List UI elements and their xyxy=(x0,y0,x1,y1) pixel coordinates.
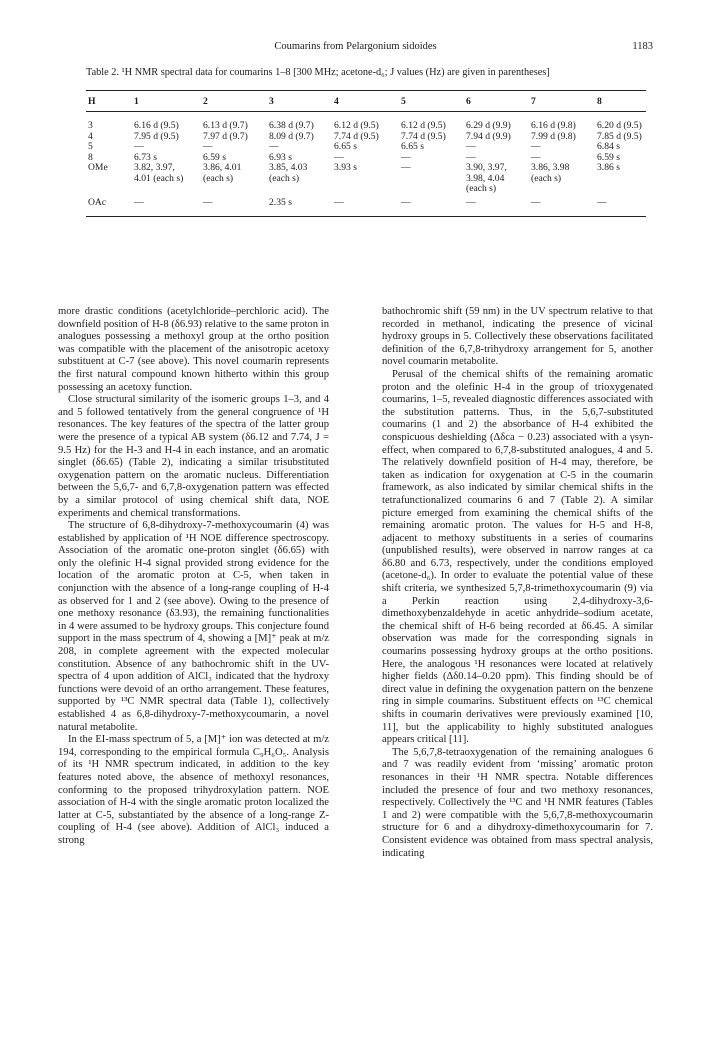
table-cell: 2.35 s xyxy=(269,196,292,208)
table-cell: — xyxy=(466,196,476,208)
table-cell: 3.90, 3.97, 3.98, 4.04 (each s) xyxy=(466,162,507,194)
table-row xyxy=(86,195,646,217)
page-number: 1183 xyxy=(632,41,653,52)
table-row xyxy=(86,132,646,143)
column-header: 1 xyxy=(134,95,139,107)
left-text-column xyxy=(58,306,329,848)
table-cell: — xyxy=(466,151,476,163)
running-title: Coumarins from Pelargonium sidoides xyxy=(274,41,437,52)
row-label: 8 xyxy=(88,151,93,163)
table-cell: 3.86 s xyxy=(597,162,620,173)
table-cell: — xyxy=(531,151,541,163)
page-header xyxy=(0,41,711,57)
table-cell: 3.93 s xyxy=(334,162,357,173)
paragraph: The structure of 6,8-dihydroxy-7-methoxycoumarin (4) was established by application of ¹H NOE difference spectroscopy. Association of the aromatic one-proton singlet (δ6.65) with only the olefinic H-4 signal provided strong evidence for the location of the aromatic proton at C-5, when taken in conjunction with the absence of a long-range coupling of H-4 as observed for 1 and 2 (see above). Owing to the presence of one methoxy resonance (δ3.93), the remaining functionalities in 4 were assumed to be hydroxy groups. This conjecture found support in the mass spectrum of 4, showing a [M]⁺ peak at m/z 208, in complete agreement with the expected molecular constitution. Absence of any bathochromic shift in the UV-spectra of 4 upon addition of AlCl₃ indicated that the hydroxy functions were devoid of an ortho arrangement. These features, supported by ¹³C NMR spectral data (Table 1), collectively established 4 as 6,8-dihydroxy-7-methoxycoumarin, a novel natural metabolite. xyxy=(58,520,329,733)
paragraph: In the EI-mass spectrum of 5, a [M]⁺ ion was detected at m/z 194, corresponding to the empirical formula C₉H₆O₅. Analysis of its ¹H NMR spectrum indicated, in addition to the key features noted above, the absence of methoxyl resonances, conforming to the proposed trihydroxylation pattern. NOE association of H-4 with the single aromatic proton localized the latter at C-5, substantiated by the absence of a long-range Z-coupling of H-4 (see above). Addition of AlCl₃ induced a strong xyxy=(58,734,329,846)
column-header: 8 xyxy=(597,95,602,107)
row-label: OAc xyxy=(88,196,107,208)
table-cell: — xyxy=(203,141,213,152)
table-cell: 8.09 d (9.7) xyxy=(269,130,314,142)
row-label: 5 xyxy=(88,141,93,152)
table-cell: 6.29 d (9.9) xyxy=(466,120,511,131)
table-cell: 6.12 d (9.5) xyxy=(401,120,446,131)
table-cell: — xyxy=(334,196,344,208)
table-cell: — xyxy=(334,151,344,163)
table-cell: 3.86, 3.98 (each s) xyxy=(531,162,570,184)
table-cell: — xyxy=(597,196,607,208)
row-label: 4 xyxy=(88,130,93,142)
table-cell: 6.65 s xyxy=(334,141,357,152)
table-caption: Table 2. ¹H NMR spectral data for coumarins 1–8 [300 MHz; acetone-d₆; J values (Hz) are given in parentheses] xyxy=(86,67,550,78)
table-cell: — xyxy=(401,151,411,163)
table-cell: 7.94 d (9.9) xyxy=(466,130,511,142)
table-cell: — xyxy=(466,141,476,152)
table-cell: 6.73 s xyxy=(134,151,157,163)
paragraph: Close structural similarity of the isomeric groups 1–3, and 4 and 5 followed tentatively from the general congruence of ¹H resonances. The key features of the spectra of the latter group were the presence of a typical AB system (δ6.12 and 7.74, J = 9.5 Hz) for the H-3 and H-4 in each instance, and an aromatic singlet (δ6.65) (Table 2), indicating a similar trisubstituted oxygenation pattern on the aromatic nucleus. Differentiation between the 5,6,7- and 6,7,8-oxygenation pattern was effected by a similar protocol of using chemical shift data, NOE experiments and chemical transformations. xyxy=(58,394,329,519)
right-text-column xyxy=(382,306,653,860)
column-header: 3 xyxy=(269,95,274,107)
table-cell: 6.20 d (9.5) xyxy=(597,120,642,131)
table-cell: — xyxy=(134,141,144,152)
table-cell: 7.74 d (9.5) xyxy=(334,130,379,142)
table-cell: 6.16 d (9.5) xyxy=(134,120,179,131)
row-label: 3 xyxy=(88,120,93,131)
table-cell: 7.74 d (9.5) xyxy=(401,130,446,142)
table-cell: — xyxy=(531,196,541,208)
table-header-row xyxy=(86,91,646,112)
table-cell: 6.16 d (9.8) xyxy=(531,120,576,131)
table-cell: — xyxy=(531,141,541,152)
table-cell: 6.59 s xyxy=(203,151,226,163)
column-header: 4 xyxy=(334,95,339,107)
table-cell: — xyxy=(401,162,411,173)
paragraph: more drastic conditions (acetylchloride–perchloric acid). The downfield position of H-8 (δ6.93) relative to the same proton in analogues possessing a methoxyl group at the ortho position was compatible with the placement of the anisotropic acetoxy substituent at C-7 (see above). This novel coumarin represents the first natural compound known hitherto within this group possessing an acetoxy function. xyxy=(58,306,329,393)
table-cell: 6.38 d (9.7) xyxy=(269,120,314,131)
table-cell: 3.82, 3.97, 4.01 (each s) xyxy=(134,162,184,184)
table-cell: — xyxy=(203,196,213,208)
table-cell: 6.59 s xyxy=(597,151,620,163)
column-header: 5 xyxy=(401,95,406,107)
table-row xyxy=(86,142,646,153)
column-header: H xyxy=(88,95,96,107)
table-cell: — xyxy=(134,196,144,208)
table-cell: 6.65 s xyxy=(401,141,424,152)
column-header: 7 xyxy=(531,95,536,107)
table-row xyxy=(86,112,646,132)
table-cell: — xyxy=(401,196,411,208)
table-cell: 3.85, 4.03 (each s) xyxy=(269,162,308,184)
column-header: 2 xyxy=(203,95,208,107)
paragraph: The 5,6,7,8-tetraoxygenation of the remaining analogues 6 and 7 was readily evident from ‘missing’ aromatic proton resonances in their ¹H NMR spectra. Notable differences included the presence of four and two methoxy resonances, respectively. Collectively the ¹³C and ¹H NMR features (Tables 1 and 2) were compatible with the 5,6,7,8-methoxycoumarin structure for 6 and a dihydroxy-dimethoxycoumarin for 7. Consistent evidence was obtained from mass spectral analysis, indicating xyxy=(382,746,653,859)
table-cell: 6.84 s xyxy=(597,141,620,152)
table-cell: 3.86, 4.01 (each s) xyxy=(203,162,242,184)
table-row xyxy=(86,163,646,195)
table-body xyxy=(86,112,646,217)
paragraph: bathochromic shift (59 nm) in the UV spectrum relative to that recorded in methanol, indicating the presence of vicinal hydroxy groups in 5. Collectively these observations facilitated definition of the 6,7,8-trihydroxy arrangement for 5, another novel coumarin metabolite. xyxy=(382,306,653,368)
table-cell: 6.13 d (9.7) xyxy=(203,120,248,131)
table-cell: 6.12 d (9.5) xyxy=(334,120,379,131)
table-cell: 7.95 d (9.5) xyxy=(134,130,179,142)
table-cell: 6.93 s xyxy=(269,151,292,163)
table-cell: 7.97 d (9.7) xyxy=(203,130,248,142)
column-header: 6 xyxy=(466,95,471,107)
nmr-data-table xyxy=(86,90,646,217)
table-cell: 7.85 d (9.5) xyxy=(597,130,642,142)
paragraph: Perusal of the chemical shifts of the remaining aromatic proton and the olefinic H-4 in the group of trioxygenated coumarins, 1–5, revealed diagnostic differences associated with the substitution patterns. Thus, in the 5,6,7-substituted coumarins (1 and 2) the absorbance of H-4 exhibited the conspicuous deshielding (Δδca − 0.23) associated with a γsyn-effect, when compared to 6,7,8-substituted analogues, 4 and 5. The relatively downfield position of H-4 may, therefore, be taken as indication for oxygenation at C-5 in the coumarin framework, as also indicated by similar chemical shifts in the tetrafunctionalized coumarins 6 and 7 (Table 2). A similar picture emerged from examining the chemical shifts of the remaining aromatic proton. The values for H-5 and H-8, adjacent to methoxy substituents in a series of coumarins (unpublished results), were observed in narrow ranges at ca δ6.80 and 6.73, respectively, under the conditions employed (acetone-d₆). In order to evaluate the potential value of these shift criteria, we synthesized 5,7,8-trimethoxycoumarin (9) via a Perkin reaction using 2,4-dihydroxy-3,6-dimethoxybenzaldehyde in acetic anhydride–sodium acetate, the chemical shift of H-6 being recorded at δ6.45. A similar observation was made for the corresponding signals in coumarins possessing hydroxy groups at the ortho positions. Here, the analogous ¹H resonances were located at relatively higher fields (Δδ0.14–0.20 ppm). This finding should be of direct value in defining the oxygenation pattern on the benzene ring in simple coumarins. Substituent effects on ¹³C chemical shifts in coumarin derivatives were previously examined [10, 11], but the applicability to highly substituted analogues appears critical [11]. xyxy=(382,368,653,746)
row-label: OMe xyxy=(88,162,108,173)
table-cell: — xyxy=(269,141,279,152)
table-cell: 7.99 d (9.8) xyxy=(531,130,576,142)
